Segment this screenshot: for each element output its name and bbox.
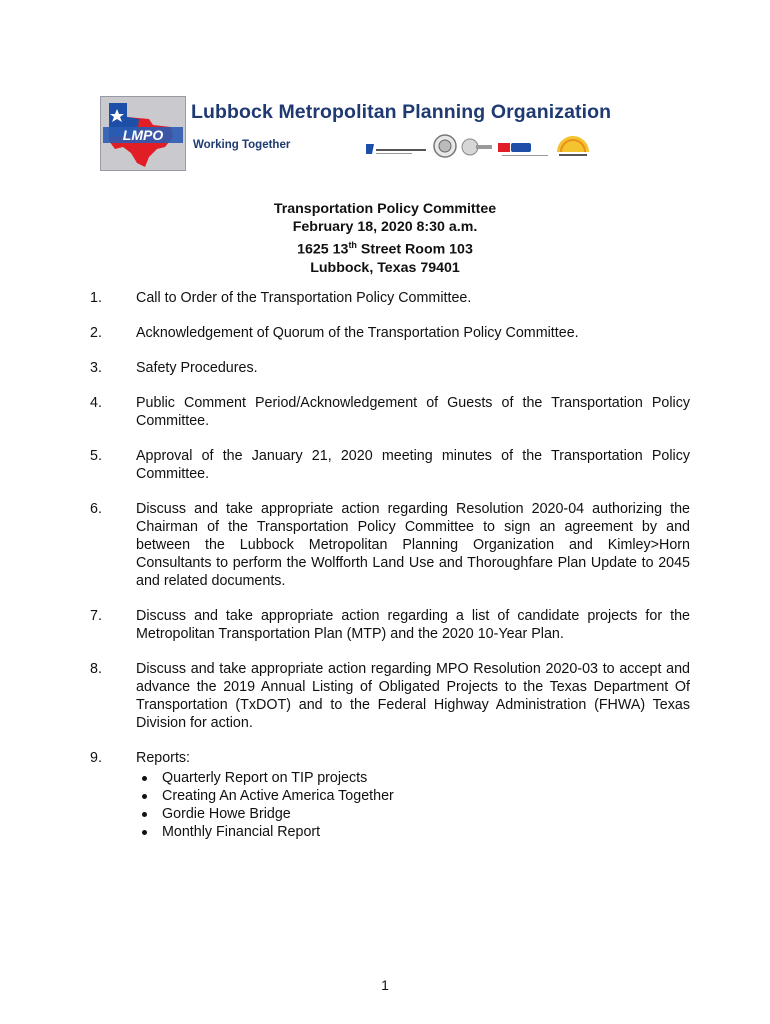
agenda-item-text: Discuss and take appropriate action regarding a list of candidate projects for the Metropolitan Transportation Plan (MTP) and the 2020 10-Year Plan.: [136, 608, 690, 642]
texas-map-icon: [101, 97, 185, 170]
agenda-item-text: Approval of the January 21, 2020 meeting minutes of the Transportation Policy Committee.: [136, 448, 690, 482]
agenda-item: [90, 660, 690, 732]
agenda-item-number: 3.: [90, 360, 102, 376]
agenda-item-text: Discuss and take appropriate action regarding MPO Resolution 2020-03 to accept and advance the 2019 Annual Listing of Obligated Projects to the Texas Department Of Transportation (TxDOT) and to the Federal Highway Administration (FHWA) Texas Division for action.: [136, 661, 690, 731]
address-number: 1625 13: [297, 241, 349, 258]
lubbock-logo: [460, 136, 494, 158]
county-seal-logo: [432, 133, 458, 159]
committee-name: Transportation Policy Committee: [273, 201, 497, 217]
report-item: Monthly Financial Report: [136, 823, 690, 841]
reports-list: [136, 769, 690, 841]
agenda-item-text: Acknowledgement of Quorum of the Transportation Policy Committee.: [136, 325, 579, 341]
page-number: 1: [381, 977, 389, 993]
meeting-date-time: February 18, 2020 8:30 a.m.: [292, 219, 478, 235]
report-item: Gordie Howe Bridge: [136, 805, 690, 823]
org-name: Lubbock Metropolitan Planning Organization: [191, 101, 612, 123]
agenda-item-number: 7.: [90, 608, 102, 624]
agenda-item: [90, 749, 690, 841]
agenda-item-number: 4.: [90, 395, 102, 411]
agenda-item: [90, 289, 690, 307]
logo-text: LMPO: [122, 127, 164, 143]
agenda-item-number: 8.: [90, 661, 102, 677]
report-item: Quarterly Report on TIP projects: [136, 769, 690, 787]
agenda-item: [90, 500, 690, 590]
agenda-item-text: Reports:: [136, 750, 191, 766]
wolfforth-logo: [553, 132, 593, 160]
agenda-item: [90, 447, 690, 483]
address-ordinal: th: [348, 240, 357, 250]
agenda-item-text: Safety Procedures.: [136, 360, 258, 376]
agenda-item-number: 9.: [90, 750, 102, 766]
agenda-list: [90, 289, 690, 858]
letterhead: [0, 0, 770, 185]
agenda-item-text: Public Comment Period/Acknowledgement of Guests of the Transportation Policy Committee.: [136, 395, 690, 429]
agenda-item: [90, 324, 690, 342]
report-item: Creating An Active America Together: [136, 787, 690, 805]
agenda-item-number: 6.: [90, 501, 102, 517]
address-street: Street Room 103: [356, 241, 473, 258]
agenda-item: [90, 607, 690, 643]
agenda-item-number: 2.: [90, 325, 102, 341]
txdot-logo: [364, 140, 430, 158]
org-tagline: Working Together: [193, 139, 291, 151]
agenda-item-text: Discuss and take appropriate action regarding Resolution 2020-04 authorizing the Chairman of the Transportation Policy Committee to sign an agreement by and between the Lubbock Metropolitan Planning Organization and Kimley>Horn Consultants to perform the Wolfforth Land Use and Thoroughfare Plan Update to 2045 and related documents.: [136, 501, 690, 589]
agenda-item-number: 5.: [90, 448, 102, 464]
meeting-address: [0, 236, 770, 259]
agenda-item: [90, 394, 690, 430]
citibus-logo: [496, 140, 552, 160]
agenda-item-number: 1.: [90, 290, 102, 306]
meeting-city: Lubbock, Texas 79401: [310, 259, 460, 276]
meeting-title-block: [0, 200, 770, 277]
lmpo-logo: [100, 96, 186, 171]
agenda-item-text: Call to Order of the Transportation Policy Committee.: [136, 290, 472, 306]
agenda-item: [90, 359, 690, 377]
